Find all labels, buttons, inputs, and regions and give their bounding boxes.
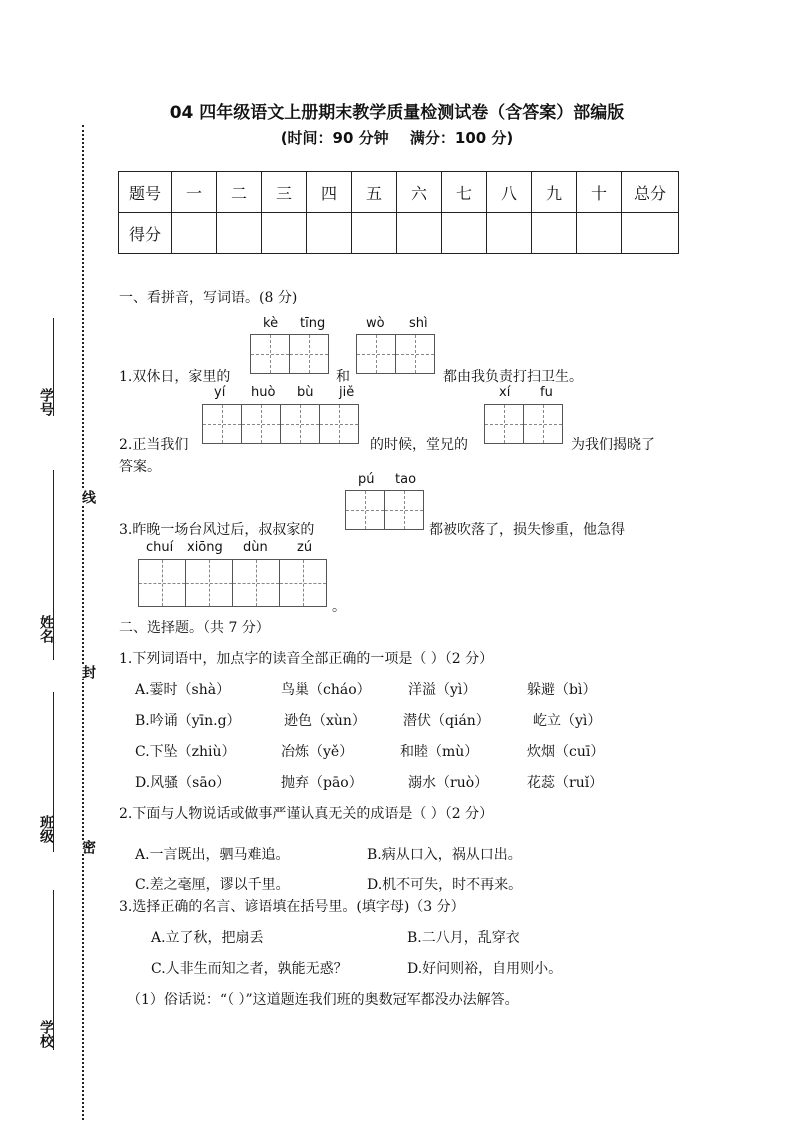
score-input-cell[interactable] [397, 213, 442, 254]
table-cell: 二 [217, 172, 262, 213]
table-cell: 三 [262, 172, 307, 213]
pinyin: jiě [339, 385, 355, 400]
choice-word: 洋溢（yì） [408, 682, 477, 698]
q3-text-post: 都被吹落了，损失惨重，他急得 [429, 522, 625, 538]
score-input-cell[interactable] [307, 213, 352, 254]
pinyin: fu [540, 385, 553, 400]
choice-option[interactable]: B.病从口入，祸从口出。 [367, 847, 522, 863]
choice-option[interactable]: D.风骚（sāo） [135, 775, 231, 791]
table-cell: 十 [577, 172, 622, 213]
score-table-header-row [119, 172, 679, 213]
table-cell: 六 [397, 172, 442, 213]
q2-text-post2: 答案。 [119, 459, 161, 475]
choice-word: 逊色（xùn） [284, 713, 366, 729]
choice-option[interactable]: B.二八月，乱穿衣 [407, 930, 520, 946]
school-label: 学校 [38, 1020, 54, 1048]
q1-text-mid: 和 [336, 369, 350, 385]
table-cell: 总分 [622, 172, 679, 213]
score-input-cell[interactable] [217, 213, 262, 254]
choice-option[interactable]: A.霎时（shà） [135, 682, 231, 698]
writing-grid-q3a[interactable] [345, 490, 424, 530]
pinyin: tīng [300, 316, 326, 331]
score-input-cell[interactable] [577, 213, 622, 254]
table-cell: 七 [442, 172, 487, 213]
pinyin: tao [395, 472, 417, 487]
s2-q3-sub1: （1）俗话说：“（ ）”这道题连我们班的奥数冠军都没办法解答。 [127, 992, 519, 1008]
class-label: 班级 [38, 815, 54, 843]
score-input-cell[interactable] [487, 213, 532, 254]
score-table [118, 171, 679, 254]
exam-title: 04 四年级语文上册期末教学质量检测试卷（含答案）部编版 [169, 103, 625, 123]
pinyin: yí [214, 385, 226, 400]
s2-q3-stem: 3.选择正确的名言、谚语填在括号里。(填字母)（3 分） [119, 899, 465, 915]
q3-text-end: 。 [332, 599, 346, 615]
choice-word: 炊烟（cuī） [527, 744, 605, 760]
pinyin: dùn [243, 540, 268, 555]
table-cell: 得分 [119, 213, 172, 254]
pinyin: shì [409, 316, 428, 331]
choice-word: 花蕊（ruǐ） [527, 775, 604, 791]
q2-text-mid: 的时候，堂兄的 [370, 437, 468, 453]
section2-heading: 二、选择题。（共 7 分） [119, 620, 270, 636]
seal-feng-char: 封 [80, 665, 96, 679]
choice-word: 屹立（yì） [533, 713, 602, 729]
q1-text-post: 都由我负责打扫卫生。 [443, 369, 583, 385]
pinyin: wò [366, 316, 385, 331]
pinyin: pú [358, 472, 375, 487]
score-input-cell[interactable] [442, 213, 487, 254]
pinyin: kè [263, 316, 279, 331]
table-cell: 四 [307, 172, 352, 213]
q2-text-post: 为我们揭晓了 [571, 437, 655, 453]
writing-grid-q2b[interactable] [484, 404, 563, 444]
score-input-cell[interactable] [262, 213, 307, 254]
pinyin: chuí [146, 540, 174, 555]
exam-subtitle [0, 127, 794, 148]
pinyin: bù [297, 385, 314, 400]
choice-option[interactable]: A.一言既出，驷马难追。 [135, 847, 290, 863]
choice-option[interactable]: D.机不可失，时不再来。 [367, 877, 523, 893]
seal-mi-char: 密 [80, 840, 96, 854]
binding-dotted-line [82, 125, 84, 1120]
choice-word: 抛弃（pāo） [281, 775, 363, 791]
choice-word: 鸟巢（cháo） [281, 682, 371, 698]
pinyin: xiōng [187, 540, 223, 555]
s2-q2-stem: 2.下面与人物说话或做事严谨认真无关的成语是（ ）（2 分） [119, 806, 494, 822]
writing-grid-q1b[interactable] [356, 334, 435, 374]
q2-text-pre: 2.正当我们 [119, 437, 189, 453]
section1-heading: 一、看拼音，写词语。(8 分) [119, 290, 298, 306]
writing-grid-q1a[interactable] [250, 334, 329, 374]
choice-word: 和睦（mù） [400, 744, 479, 760]
score-table-score-row [119, 213, 679, 254]
writing-grid-q2a[interactable] [202, 404, 359, 444]
choice-option[interactable]: A.立了秋，把扇丢 [151, 930, 264, 946]
choice-word: 冶炼（yě） [281, 744, 354, 760]
table-cell: 一 [172, 172, 217, 213]
writing-grid-q3b[interactable] [138, 559, 327, 607]
name-label: 姓名 [38, 615, 54, 643]
choice-option[interactable]: D.好问则裕，自用则小。 [407, 961, 563, 977]
table-cell: 五 [352, 172, 397, 213]
choice-word: 溺水（ruò） [408, 775, 489, 791]
pinyin: zú [297, 540, 313, 555]
s2-q1-stem: 1.下列词语中，加点字的读音全部正确的一项是（ ）（2 分） [119, 651, 494, 667]
choice-option[interactable]: B.吟诵（yīn.g） [135, 713, 241, 729]
exam-time: (时间：90 分钟 [280, 129, 389, 147]
choice-option[interactable]: C.差之毫厘，谬以千里。 [135, 877, 290, 893]
choice-word: 躲避（bì） [527, 682, 597, 698]
choice-option[interactable]: C.人非生而知之者，孰能无惑？ [151, 961, 348, 977]
score-input-cell[interactable] [532, 213, 577, 254]
score-input-cell[interactable] [352, 213, 397, 254]
pinyin: xí [499, 385, 511, 400]
table-cell: 题号 [119, 172, 172, 213]
table-cell: 八 [487, 172, 532, 213]
q3-text-pre: 3.昨晚一场台风过后，叔叔家的 [119, 522, 315, 538]
student-id-label: 学号 [38, 388, 54, 416]
pinyin: huò [251, 385, 276, 400]
table-cell: 九 [532, 172, 577, 213]
choice-word: 潜伏（qián） [403, 713, 490, 729]
seal-line-char: 线 [80, 490, 96, 504]
score-input-cell[interactable] [172, 213, 217, 254]
exam-full-score: 满分：100 分) [409, 129, 514, 147]
q1-text-pre: 1.双休日，家里的 [119, 369, 231, 385]
choice-option[interactable]: C.下坠（zhiù） [135, 744, 236, 760]
score-input-cell[interactable] [622, 213, 679, 254]
